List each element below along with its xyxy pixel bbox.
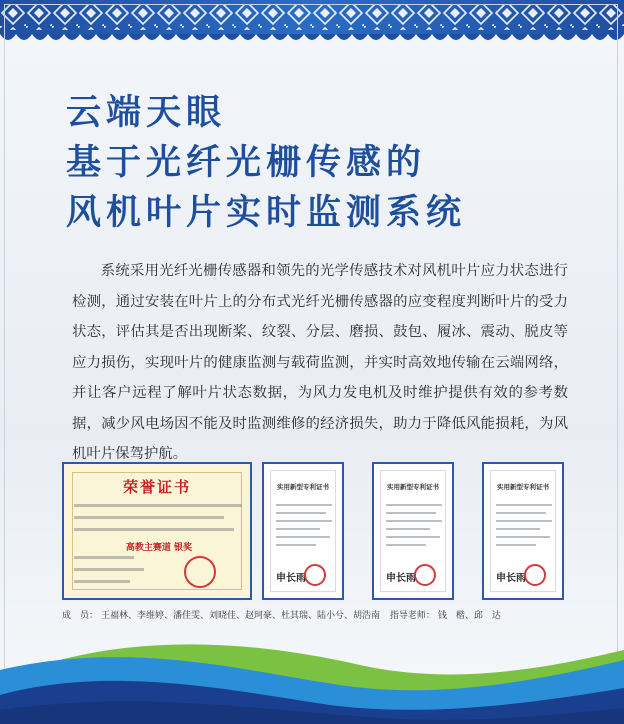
patent-seal-1 (304, 564, 326, 586)
bottom-wave-decoration (0, 610, 624, 724)
honor-seal (184, 556, 216, 588)
patent-signature-3: 申长雨 (496, 573, 526, 584)
patent-title-1: 实用新型专利证书 (277, 483, 329, 491)
patent-signature-2: 申长雨 (386, 573, 416, 584)
patent-certificate-1 (262, 462, 344, 600)
members-names: 王福林、李维婷、潘佳雯、刘晓佳、赵珂豪、杜其瑞、陆小兮、胡浩南 (101, 611, 381, 621)
title-line-3: 风机叶片实时监测系统 (66, 193, 467, 233)
honor-award-text: 高教主赛道 银奖 (125, 543, 193, 553)
honor-certificate (62, 462, 252, 600)
description-paragraph: 系统采用光纤光栅传感器和领先的光学传感技术对风机叶片应力状态进行检测，通过安装在叶片上的分布式光纤光栅传感器的应变程度判断叶片的受力状态，评估其是否出现断桨、纹裂、分层、磨损、鼓包、履冰、震动、脱皮等应力损伤，实现叶片的健康监测与载荷监测，并实时高效地传输在云端网络，并让客户远程了解叶片状态数据，为风力发电机及时维护提供有效的参考数据，减少风电场因不能及时监测维修的经济损失，助力于降低风能损耗，为风机叶片保驾护航。 (72, 263, 568, 462)
title-line-2: 基于光纤光栅传感的 (66, 143, 427, 183)
patent-seal-2 (414, 564, 436, 586)
advisors-names: 钱 楷、邱 达 (437, 611, 501, 621)
patent-title-3: 实用新型专利证书 (497, 483, 549, 491)
patent-certificate-3 (482, 462, 564, 600)
certificate-gallery (62, 462, 564, 600)
patent-certificate-2 (372, 462, 454, 600)
patent-title-2: 实用新型专利证书 (387, 483, 439, 491)
patent-signature-1: 申长雨 (276, 573, 306, 584)
advisors-label: 指导老师： (389, 611, 435, 621)
members-label: 成 员： (62, 611, 99, 621)
poster-title (66, 88, 466, 238)
honor-certificate-title: 荣誉证书 (122, 478, 191, 496)
title-line-1: 云端天眼 (66, 93, 227, 133)
patent-seal-3 (524, 564, 546, 586)
